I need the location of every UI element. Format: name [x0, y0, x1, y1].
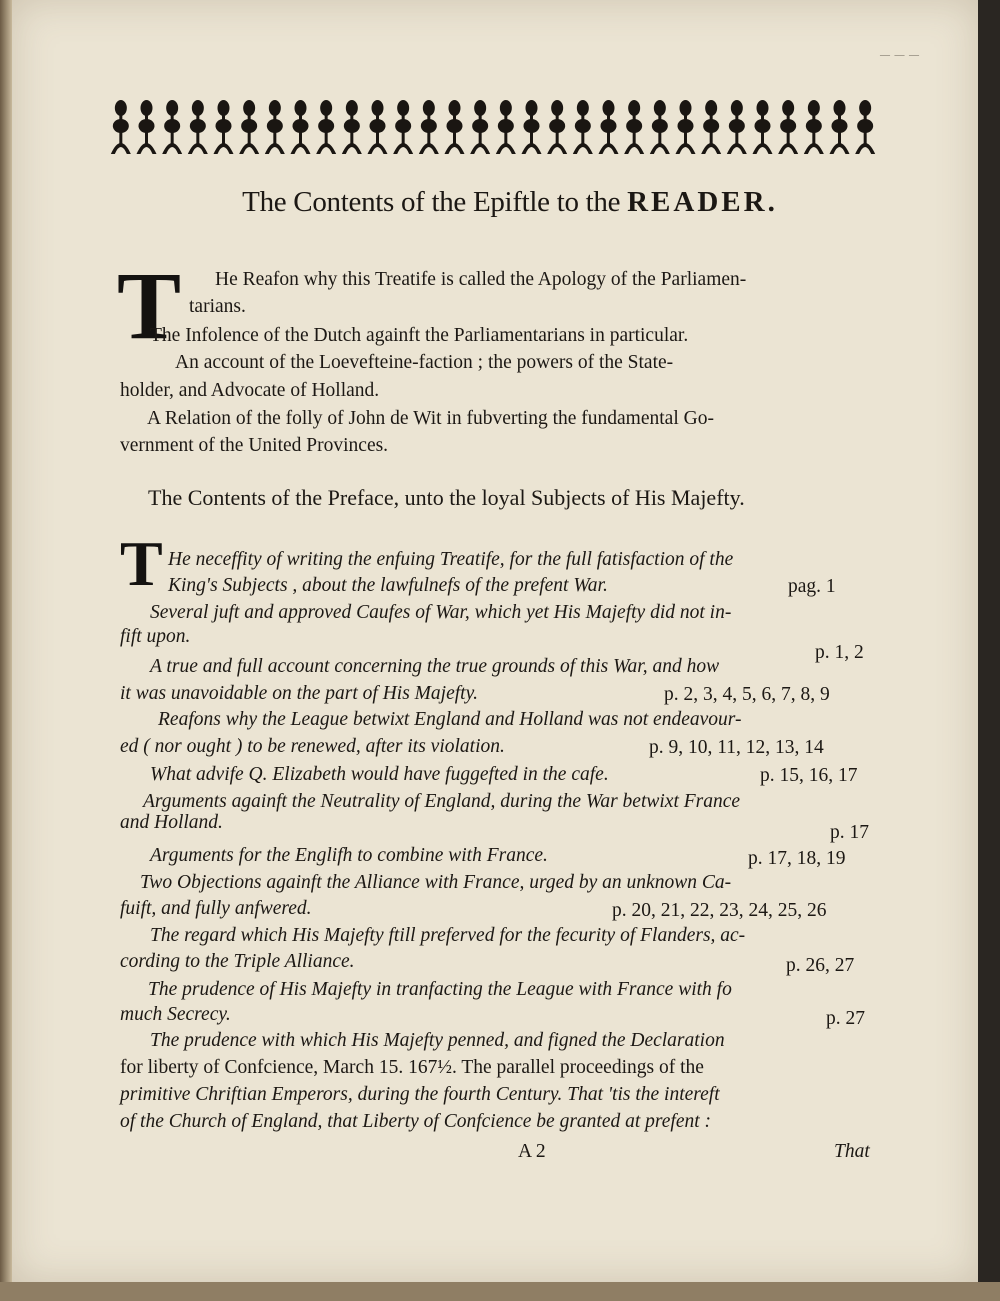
fleuron-ornament: [624, 100, 644, 154]
s2-line-16: cording to the Triple Alliance.: [120, 951, 355, 972]
s2-line-20: for liberty of Confcience, March 15. 167½. The parallel proceedings of the: [120, 1057, 704, 1078]
s1-line-0: He Reafon why this Treatife is called the Apology of the Parliamen-: [215, 269, 747, 290]
fleuron-ornament: [778, 100, 798, 154]
fleuron-ornament: [162, 100, 182, 154]
fleuron-ornament: [496, 100, 516, 154]
fleuron-ornament: [522, 100, 542, 154]
fleuron-ornament: [342, 100, 362, 154]
fleuron-ornament: [239, 100, 259, 154]
top-margin-mark: — — —: [880, 50, 920, 61]
title-main: The Contents of the Epiftle to the: [242, 186, 621, 218]
s2-line-5: it was unavoidable on the part of His Majefty.: [120, 683, 479, 704]
printers-ornament-band: [108, 96, 878, 158]
fleuron-ornament: [368, 100, 388, 154]
fleuron-ornament: [445, 100, 465, 154]
s2-line-7: ed ( nor ought ) to be renewed, after its violation.: [120, 736, 505, 757]
s2-page-4: p. 15, 16, 17: [760, 765, 858, 786]
s2-page-1: p. 1, 2: [815, 642, 864, 663]
s2-page-8: p. 26, 27: [786, 955, 855, 976]
s1-line-2: The Infolence of the Dutch againft the Parliamentarians in particular.: [150, 325, 689, 346]
s2-line-12: Arguments for the Englifh to combine with France.: [150, 845, 548, 866]
s2-page-7: p. 20, 21, 22, 23, 24, 25, 26: [612, 900, 827, 921]
s2-line-3: fift upon.: [120, 626, 191, 647]
fleuron-ornament: [265, 100, 285, 154]
s2-line-6: Reafons why the League betwixt England and Holland was not endeavour-: [158, 709, 742, 730]
fleuron-ornament: [701, 100, 721, 154]
s2-line-18: much Secrecy.: [120, 1004, 231, 1025]
book-gutter: [0, 0, 12, 1301]
fleuron-ornament: [727, 100, 747, 154]
fleuron-ornament: [753, 100, 773, 154]
s2-line-2: Several juft and approved Caufes of War, which yet His Majefty did not in-: [150, 602, 732, 623]
drop-cap-2: T: [120, 528, 163, 599]
s2-page-0: pag. 1: [788, 576, 836, 597]
page-bottom-edge: [0, 1282, 1000, 1301]
s2-page-5: p. 17: [830, 822, 869, 843]
fleuron-ornament: [676, 100, 696, 154]
s2-line-14: fuift, and fully anfwered.: [120, 898, 312, 919]
fleuron-ornament: [599, 100, 619, 154]
s2-line-13: Two Objections againft the Alliance with France, urged by an unknown Ca-: [140, 872, 732, 893]
fleuron-ornament: [855, 100, 875, 154]
s2-line-19: The prudence with which His Majefty penned, and figned the Declaration: [150, 1030, 725, 1051]
s2-line-15: The regard which His Majefty ftill preferved for the fecurity of Flanders, ac-: [150, 925, 746, 946]
title-caps: READER.: [627, 186, 778, 218]
fleuron-ornament: [804, 100, 824, 154]
page-title: [150, 186, 870, 219]
s1-line-6: vernment of the United Provinces.: [120, 435, 389, 456]
s2-page-6: p. 17, 18, 19: [748, 848, 846, 869]
fleuron-ornament: [111, 100, 131, 154]
fleuron-ornament: [188, 100, 208, 154]
fleuron-ornament: [316, 100, 336, 154]
s2-line-0: He neceffity of writing the enfuing Treatife, for the full fatisfaction of the: [168, 549, 734, 570]
fleuron-ornament: [291, 100, 311, 154]
fleuron-ornament: [393, 100, 413, 154]
s2-line-17: The prudence of His Majefty in tranfacting the League with France with fo: [148, 979, 732, 1000]
fleuron-ornament: [573, 100, 593, 154]
fleuron-ornament: [470, 100, 490, 154]
s2-line-22: of the Church of England, that Liberty of Confcience be granted at prefent :: [120, 1111, 712, 1132]
s2-line-1: King's Subjects , about the lawfulnefs of the prefent War.: [168, 575, 608, 596]
fleuron-ornament: [547, 100, 567, 154]
fleuron-ornament: [214, 100, 234, 154]
fleuron-ornament: [830, 100, 850, 154]
fleuron-ornament: [419, 100, 439, 154]
s1-line-1: tarians.: [189, 296, 246, 317]
catchword: That: [834, 1141, 870, 1162]
s2-line-4: A true and full account concerning the true grounds of this War, and how: [150, 656, 720, 677]
signature-mark: A 2: [518, 1141, 546, 1162]
s2-page-3: p. 9, 10, 11, 12, 13, 14: [649, 737, 824, 758]
s1-line-4: holder, and Advocate of Holland.: [120, 380, 380, 401]
s2-line-10: and Holland.: [120, 812, 223, 833]
fleuron-ornament: [137, 100, 157, 154]
s2-line-8: What advife Q. Elizabeth would have fuggefted in the cafe.: [150, 764, 609, 785]
drop-cap-1: T: [117, 252, 182, 359]
s2-line-9: Arguments againft the Neutrality of England, during the War betwixt France: [143, 791, 741, 812]
s2-line-21: primitive Chriftian Emperors, during the fourth Century. That 'tis the intereft: [120, 1084, 720, 1105]
fleuron-ornament: [650, 100, 670, 154]
s2-page-2: p. 2, 3, 4, 5, 6, 7, 8, 9: [664, 684, 830, 705]
s1-line-3: An account of the Loevefteine-faction ; the powers of the State-: [175, 352, 674, 373]
s1-line-5: A Relation of the folly of John de Wit in fubverting the fundamental Go-: [147, 408, 714, 429]
s2-page-9: p. 27: [826, 1008, 865, 1029]
preface-heading: The Contents of the Preface, unto the loyal Subjects of His Majefty.: [148, 485, 745, 510]
